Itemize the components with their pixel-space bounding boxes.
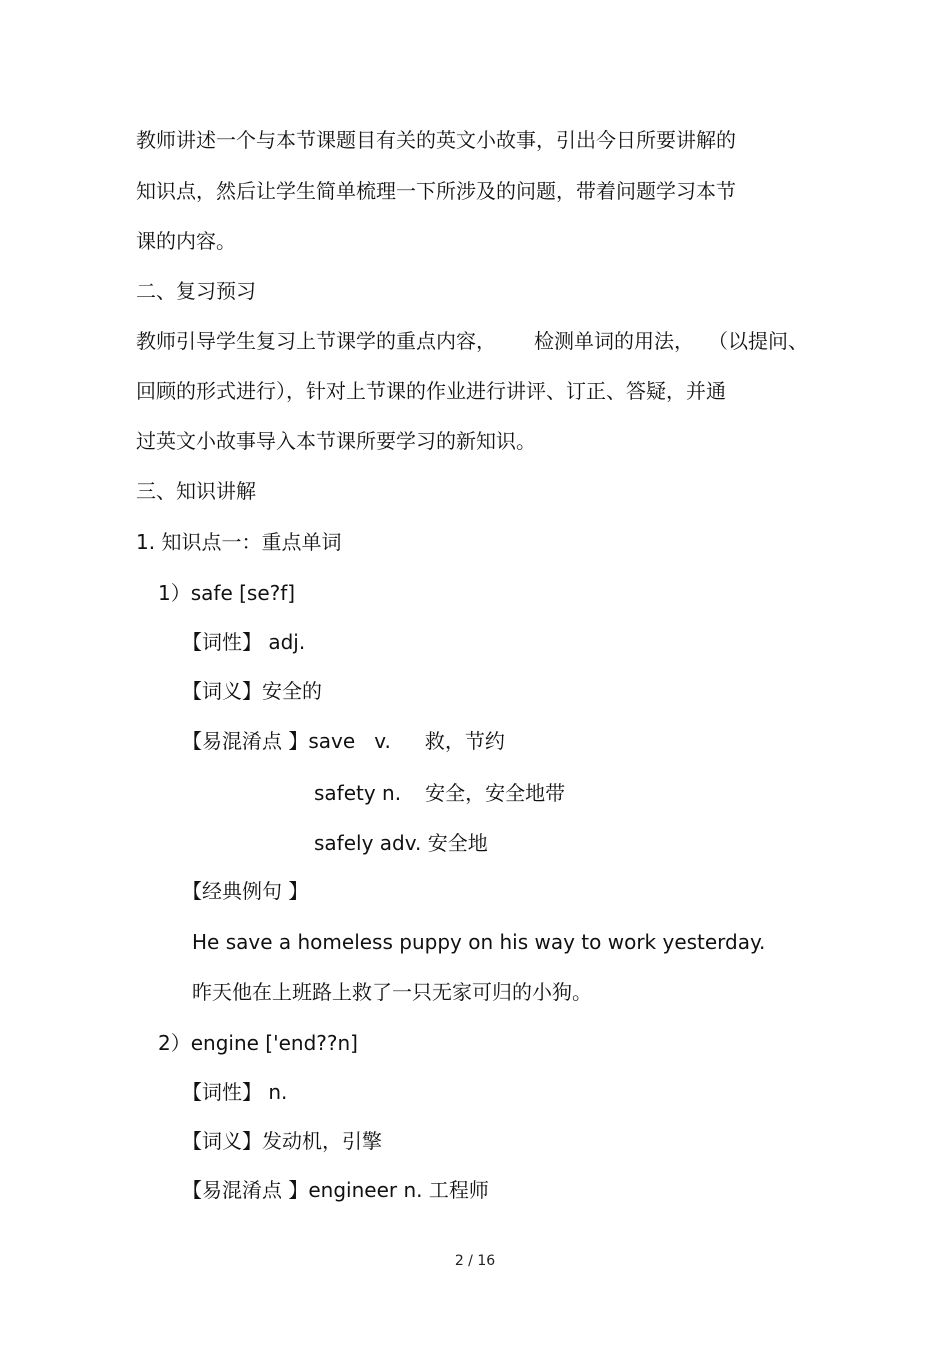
- word-2-meaning-value: 发动机，引擎: [262, 1129, 382, 1153]
- word-1-example-english: He save a homeless puppy on his way to work yesterday.: [192, 930, 766, 954]
- word-1-confusable-3: safely adv. 安全地: [314, 831, 488, 855]
- word-1-confusable-2: [314, 780, 565, 806]
- word-1-confusable-2-word: safety n.: [314, 781, 402, 805]
- review-line-1: [136, 328, 808, 354]
- word-2-title: 2）engine ['end??n]: [158, 1031, 358, 1055]
- word-1-confusable-1: [182, 728, 505, 754]
- word-2-confusable-label: 【易混淆点 】: [182, 1178, 309, 1202]
- review-line-2: 回顾的形式进行），针对上节课的作业进行讲评、订正、答疑，并通: [136, 379, 726, 403]
- word-1-example-chinese: 昨天他在上班路上救了一只无家可归的小狗。: [192, 980, 592, 1004]
- word-1-example-label: 【经典例句 】: [182, 879, 309, 903]
- word-2-pos-label: 【词性】: [182, 1080, 262, 1104]
- word-2-pos: [182, 1079, 287, 1105]
- word-1-confusable-1-word: save v.: [308, 729, 391, 753]
- word-1-pos-label: 【词性】: [182, 630, 262, 654]
- word-1-meaning: [182, 678, 322, 704]
- review-line-1-part-a: 教师引导学生复习上节课学的重点内容，: [136, 329, 496, 353]
- review-line-3: 过英文小故事导入本节课所要学习的新知识。: [136, 429, 536, 453]
- word-1-confusable-2-meaning: 安全，安全地带: [425, 781, 566, 805]
- intro-line-3: 课的内容。: [136, 229, 236, 253]
- section-heading-knowledge: 三、知识讲解: [136, 479, 256, 503]
- knowledge-point-1: 1. 知识点一：重点单词: [136, 530, 342, 554]
- review-line-1-part-c: （以提问、: [708, 329, 808, 353]
- word-2-confusable: [182, 1177, 489, 1203]
- intro-line-2: 知识点，然后让学生简单梳理一下所涉及的问题，带着问题学习本节: [136, 179, 736, 203]
- page-number: 2 / 16: [454, 1253, 496, 1269]
- word-1-title: 1）safe [se?f]: [158, 581, 296, 605]
- section-heading-review: 二、复习预习: [136, 279, 256, 303]
- intro-line-1: 教师讲述一个与本节课题目有关的英文小故事，引出今日所要讲解的: [136, 128, 736, 152]
- word-1-confusable-1-meaning: 救，节约: [424, 729, 505, 753]
- word-2-meaning-label: 【词义】: [182, 1129, 262, 1153]
- word-1-meaning-value: 安全的: [262, 679, 322, 703]
- word-1-confusable-label: 【易混淆点 】: [182, 729, 309, 753]
- word-1-pos: [182, 629, 305, 655]
- review-line-1-part-b: 检测单词的用法，: [534, 329, 694, 353]
- word-2-meaning: [182, 1128, 382, 1154]
- word-2-pos-value: n.: [268, 1080, 288, 1104]
- word-2-confusable-value: engineer n. 工程师: [308, 1178, 489, 1202]
- word-1-pos-value: adj.: [268, 630, 306, 654]
- word-1-meaning-label: 【词义】: [182, 679, 262, 703]
